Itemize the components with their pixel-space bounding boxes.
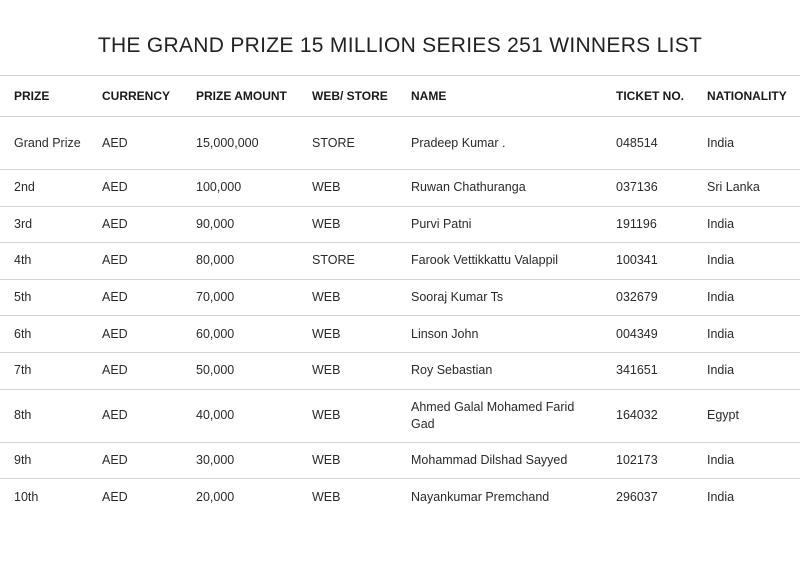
ticket-cell: 032679	[616, 279, 707, 316]
ticket-cell: 164032	[616, 389, 707, 442]
ticket-cell: 100341	[616, 243, 707, 280]
channel-cell: WEB	[312, 352, 411, 389]
amount-cell: 20,000	[196, 489, 235, 504]
amount-cell: 90,000	[196, 206, 312, 243]
currency-cell: AED	[102, 206, 196, 243]
nationality-cell: Sri Lanka	[707, 170, 800, 207]
table-row	[0, 243, 800, 280]
column-header-ticket-no: TICKET NO.	[616, 76, 707, 117]
nationality-cell: Egypt	[707, 389, 800, 442]
name-cell: Linson John	[411, 316, 616, 353]
currency-cell: AED	[102, 279, 196, 316]
name-cell: Roy Sebastian	[411, 352, 616, 389]
amount-cell: 70,000	[196, 279, 312, 316]
nationality-cell: India	[707, 352, 800, 389]
nationality-cell: India	[707, 117, 800, 170]
nationality-cell: India	[707, 243, 800, 280]
channel-cell: WEB	[312, 489, 341, 504]
table-row	[0, 117, 800, 170]
channel-cell: WEB	[312, 389, 411, 442]
column-header-prize-amount: PRIZE AMOUNT	[196, 76, 312, 117]
column-header-web-store: WEB/ STORE	[312, 76, 411, 117]
column-header-prize: PRIZE	[0, 76, 102, 117]
table-row	[0, 389, 800, 442]
ticket-cell: 048514	[616, 117, 707, 170]
column-header-nationality: NATIONALITY	[707, 76, 800, 117]
name-cell: Ahmed Galal Mohamed Farid Gad	[411, 389, 616, 442]
nationality-cell: India	[707, 279, 800, 316]
table-header-row	[0, 76, 800, 117]
channel-cell: WEB	[312, 279, 411, 316]
channel-cell: WEB	[312, 170, 411, 207]
currency-cell: AED	[102, 389, 196, 442]
currency-cell: AED	[102, 442, 196, 479]
column-header-currency: CURRENCY	[102, 76, 196, 117]
nationality-cell: India	[707, 316, 800, 353]
nationality-cell: India	[707, 442, 800, 479]
amount-cell: 15,000,000	[196, 117, 312, 170]
channel-cell: WEB	[312, 316, 411, 353]
table-row	[0, 352, 800, 389]
table-row	[0, 442, 800, 479]
name-cell: Mohammad Dilshad Sayyed	[411, 442, 616, 479]
prize-cell: 3rd	[0, 206, 102, 243]
amount-cell: 40,000	[196, 389, 312, 442]
prize-cell: 8th	[0, 389, 102, 442]
currency-cell: AED	[102, 243, 196, 280]
amount-cell: 100,000	[196, 170, 312, 207]
name-cell: Sooraj Kumar Ts	[411, 279, 616, 316]
prize-cell: 6th	[0, 316, 102, 353]
currency-cell: AED	[102, 170, 196, 207]
table-row	[0, 170, 800, 207]
table-row	[0, 279, 800, 316]
amount-cell: 30,000	[196, 442, 312, 479]
ticket-cell: 341651	[616, 352, 707, 389]
ticket-cell: 037136	[616, 170, 707, 207]
currency-cell: AED	[102, 352, 196, 389]
amount-cell: 50,000	[196, 352, 312, 389]
ticket-cell: 191196	[616, 206, 707, 243]
channel-cell: STORE	[312, 117, 411, 170]
channel-cell: STORE	[312, 243, 411, 280]
table-row	[0, 479, 800, 516]
currency-cell: AED	[102, 316, 196, 353]
prize-cell: 7th	[0, 352, 102, 389]
prize-cell: 2nd	[0, 170, 102, 207]
ticket-cell: 004349	[616, 316, 707, 353]
ticket-cell: 102173	[616, 442, 707, 479]
amount-cell: 80,000	[196, 243, 312, 280]
prize-cell: 9th	[0, 442, 102, 479]
channel-cell: WEB	[312, 206, 411, 243]
name-cell: Farook Vettikkattu Valappil	[411, 243, 616, 280]
prize-cell: 4th	[0, 243, 102, 280]
currency-cell: AED	[102, 489, 128, 504]
ticket-cell: 296037	[616, 489, 658, 504]
page-title: THE GRAND PRIZE 15 MILLION SERIES 251 WINNERS LIST	[97, 34, 703, 57]
name-cell: Ruwan Chathuranga	[411, 170, 616, 207]
table-row	[0, 206, 800, 243]
winners-table	[0, 75, 800, 515]
name-cell: Nayankumar Premchand	[411, 489, 550, 504]
prize-cell: Grand Prize	[0, 117, 102, 170]
name-cell: Purvi Patni	[411, 206, 616, 243]
amount-cell: 60,000	[196, 316, 312, 353]
nationality-cell: India	[707, 206, 800, 243]
prize-cell: 10th	[14, 489, 39, 504]
prize-cell: 5th	[0, 279, 102, 316]
currency-cell: AED	[102, 117, 196, 170]
nationality-cell: India	[707, 489, 735, 504]
table-row	[0, 316, 800, 353]
channel-cell: WEB	[312, 442, 411, 479]
column-header-name: NAME	[411, 76, 616, 117]
name-cell: Pradeep Kumar .	[411, 117, 616, 170]
